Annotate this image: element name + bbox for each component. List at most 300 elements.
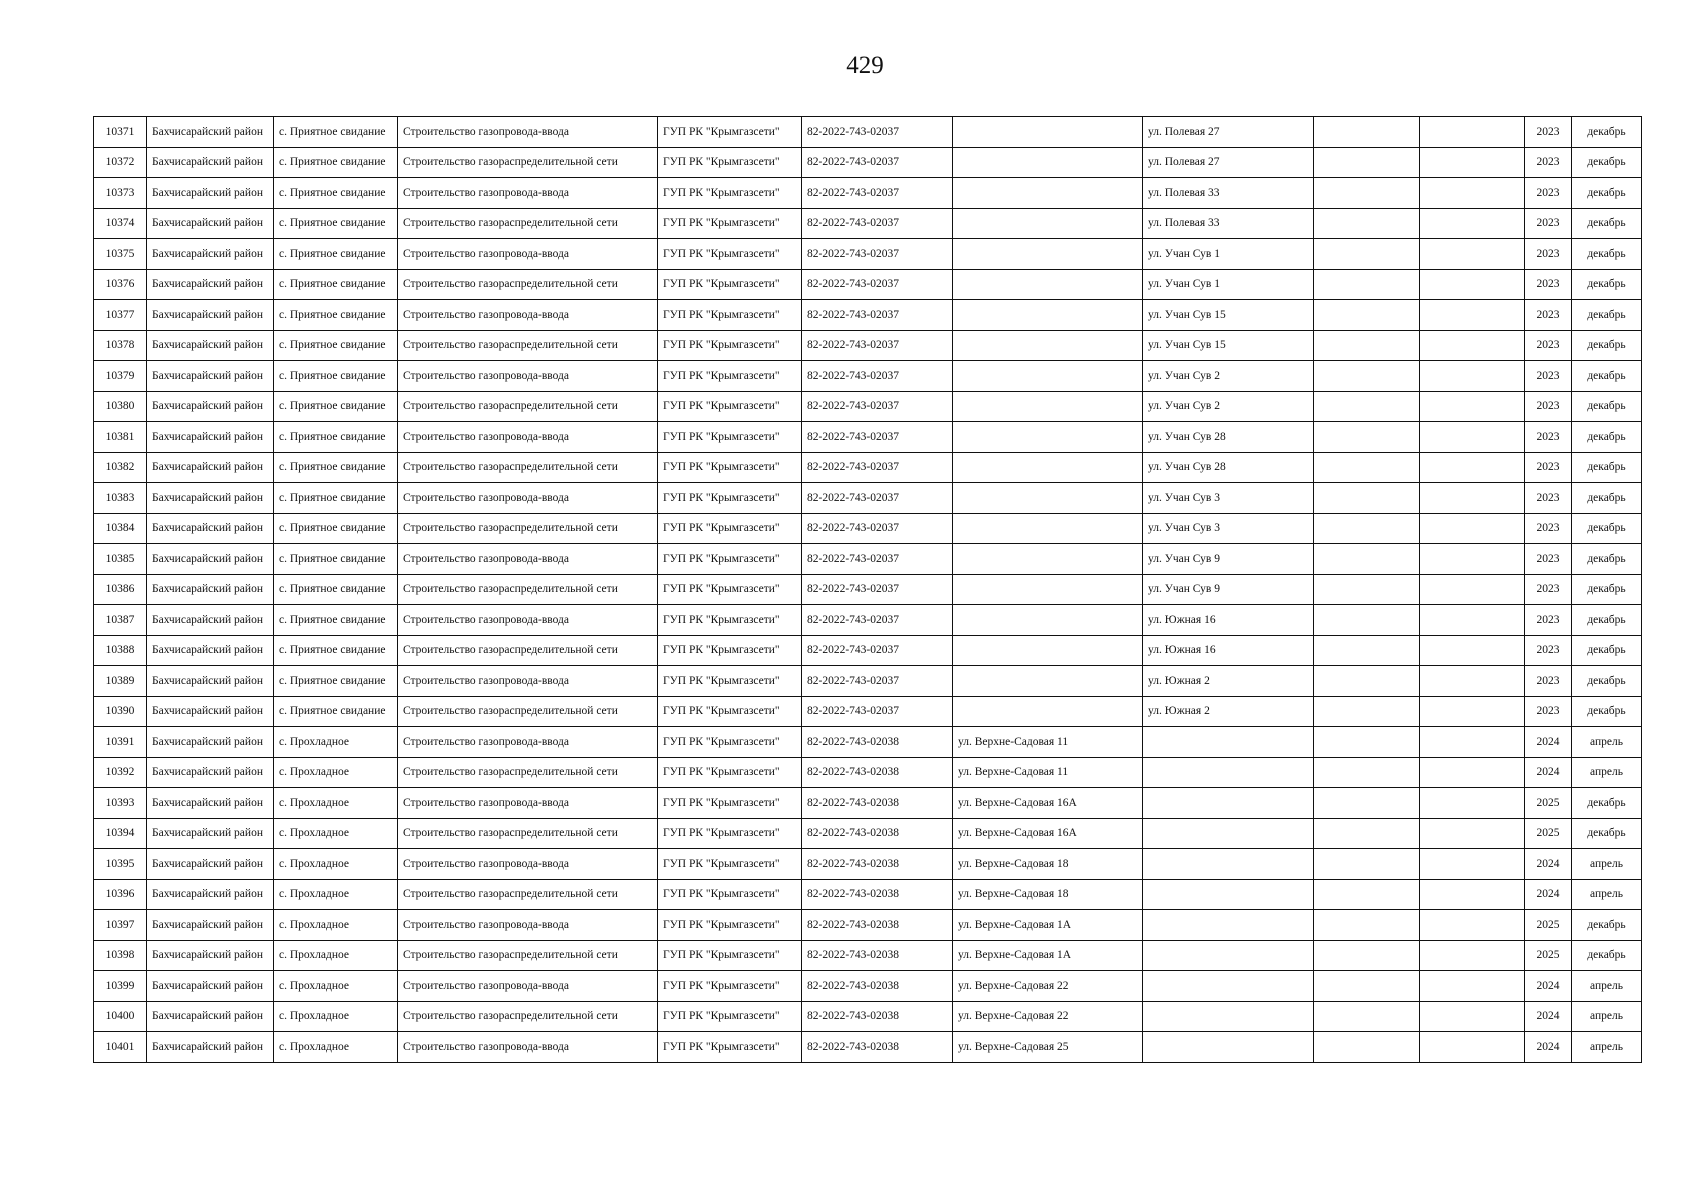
district-cell: Бахчисарайский район: [147, 391, 274, 422]
work-type-cell: Строительство газопровода-ввода: [398, 788, 658, 819]
address-cell: ул. Верхне-Садовая 25: [953, 1032, 1143, 1063]
district-cell: Бахчисарайский район: [147, 422, 274, 453]
empty-cell: [1420, 483, 1525, 514]
table-row: [94, 422, 1642, 453]
year-cell: 2024: [1525, 849, 1572, 880]
month-cell: декабрь: [1572, 361, 1642, 392]
organization-cell: ГУП РК "Крымгазсети": [658, 757, 802, 788]
village-cell: с. Прохладное: [274, 849, 398, 880]
work-type-cell: Строительство газораспределительной сети: [398, 513, 658, 544]
table-row: [94, 330, 1642, 361]
village-cell: с. Приятное свидание: [274, 330, 398, 361]
address-cell: [953, 239, 1143, 270]
organization-cell: ГУП РК "Крымгазсети": [658, 269, 802, 300]
table-row: [94, 483, 1642, 514]
work-type-cell: Строительство газораспределительной сети: [398, 940, 658, 971]
work-type-cell: Строительство газопровода-ввода: [398, 422, 658, 453]
district-cell: Бахчисарайский район: [147, 1032, 274, 1063]
organization-cell: ГУП РК "Крымгазсети": [658, 849, 802, 880]
row-number: 10390: [94, 696, 147, 727]
address-alt-cell: ул. Полевая 27: [1143, 117, 1314, 148]
empty-cell: [1420, 605, 1525, 636]
address-alt-cell: [1143, 788, 1314, 819]
village-cell: с. Прохладное: [274, 1001, 398, 1032]
empty-cell: [1420, 849, 1525, 880]
district-cell: Бахчисарайский район: [147, 178, 274, 209]
year-cell: 2023: [1525, 300, 1572, 331]
district-cell: Бахчисарайский район: [147, 940, 274, 971]
district-cell: Бахчисарайский район: [147, 147, 274, 178]
empty-cell: [1314, 574, 1420, 605]
address-cell: ул. Верхне-Садовая 18: [953, 849, 1143, 880]
table-row: [94, 147, 1642, 178]
row-number: 10398: [94, 940, 147, 971]
address-cell: [953, 574, 1143, 605]
project-code-cell: 82-2022-743-02037: [802, 513, 953, 544]
project-code-cell: 82-2022-743-02037: [802, 239, 953, 270]
work-type-cell: Строительство газопровода-ввода: [398, 605, 658, 636]
organization-cell: ГУП РК "Крымгазсети": [658, 239, 802, 270]
project-code-cell: 82-2022-743-02037: [802, 178, 953, 209]
work-type-cell: Строительство газораспределительной сети: [398, 635, 658, 666]
work-type-cell: Строительство газопровода-ввода: [398, 666, 658, 697]
work-type-cell: Строительство газораспределительной сети: [398, 879, 658, 910]
address-alt-cell: ул. Учан Сув 1: [1143, 269, 1314, 300]
empty-cell: [1420, 178, 1525, 209]
empty-cell: [1420, 788, 1525, 819]
year-cell: 2023: [1525, 269, 1572, 300]
empty-cell: [1314, 513, 1420, 544]
address-cell: ул. Верхне-Садовая 18: [953, 879, 1143, 910]
year-cell: 2023: [1525, 483, 1572, 514]
district-cell: Бахчисарайский район: [147, 208, 274, 239]
address-cell: ул. Верхне-Садовая 1А: [953, 910, 1143, 941]
month-cell: декабрь: [1572, 788, 1642, 819]
empty-cell: [1420, 208, 1525, 239]
address-cell: [953, 208, 1143, 239]
address-cell: [953, 666, 1143, 697]
organization-cell: ГУП РК "Крымгазсети": [658, 147, 802, 178]
organization-cell: ГУП РК "Крымгазсети": [658, 696, 802, 727]
district-cell: Бахчисарайский район: [147, 574, 274, 605]
address-alt-cell: ул. Учан Сув 9: [1143, 574, 1314, 605]
address-alt-cell: [1143, 757, 1314, 788]
address-cell: [953, 513, 1143, 544]
row-number: 10380: [94, 391, 147, 422]
address-cell: ул. Верхне-Садовая 11: [953, 727, 1143, 758]
empty-cell: [1420, 544, 1525, 575]
table-row: [94, 269, 1642, 300]
work-type-cell: Строительство газораспределительной сети: [398, 574, 658, 605]
project-code-cell: 82-2022-743-02037: [802, 300, 953, 331]
work-type-cell: Строительство газопровода-ввода: [398, 117, 658, 148]
village-cell: с. Прохладное: [274, 818, 398, 849]
empty-cell: [1420, 513, 1525, 544]
address-cell: [953, 696, 1143, 727]
address-alt-cell: ул. Южная 16: [1143, 635, 1314, 666]
empty-cell: [1314, 391, 1420, 422]
address-alt-cell: ул. Учан Сув 15: [1143, 330, 1314, 361]
district-cell: Бахчисарайский район: [147, 1001, 274, 1032]
district-cell: Бахчисарайский район: [147, 513, 274, 544]
district-cell: Бахчисарайский район: [147, 910, 274, 941]
organization-cell: ГУП РК "Крымгазсети": [658, 727, 802, 758]
work-type-cell: Строительство газораспределительной сети: [398, 269, 658, 300]
row-number: 10371: [94, 117, 147, 148]
project-code-cell: 82-2022-743-02037: [802, 666, 953, 697]
village-cell: с. Прохладное: [274, 940, 398, 971]
address-cell: [953, 147, 1143, 178]
work-type-cell: Строительство газораспределительной сети: [398, 208, 658, 239]
year-cell: 2023: [1525, 391, 1572, 422]
address-cell: [953, 635, 1143, 666]
month-cell: декабрь: [1572, 330, 1642, 361]
village-cell: с. Приятное свидание: [274, 452, 398, 483]
row-number: 10383: [94, 483, 147, 514]
project-code-cell: 82-2022-743-02038: [802, 910, 953, 941]
month-cell: апрель: [1572, 757, 1642, 788]
organization-cell: ГУП РК "Крымгазсети": [658, 788, 802, 819]
district-cell: Бахчисарайский район: [147, 818, 274, 849]
month-cell: декабрь: [1572, 208, 1642, 239]
row-number: 10395: [94, 849, 147, 880]
address-alt-cell: [1143, 727, 1314, 758]
project-code-cell: 82-2022-743-02037: [802, 605, 953, 636]
address-cell: ул. Верхне-Садовая 11: [953, 757, 1143, 788]
row-number: 10374: [94, 208, 147, 239]
row-number: 10379: [94, 361, 147, 392]
empty-cell: [1420, 818, 1525, 849]
month-cell: декабрь: [1572, 940, 1642, 971]
village-cell: с. Прохладное: [274, 727, 398, 758]
village-cell: с. Приятное свидание: [274, 117, 398, 148]
organization-cell: ГУП РК "Крымгазсети": [658, 574, 802, 605]
empty-cell: [1314, 1032, 1420, 1063]
address-alt-cell: ул. Полевая 27: [1143, 147, 1314, 178]
year-cell: 2023: [1525, 178, 1572, 209]
empty-cell: [1420, 300, 1525, 331]
table-row: [94, 849, 1642, 880]
district-cell: Бахчисарайский район: [147, 971, 274, 1002]
address-cell: ул. Верхне-Садовая 16А: [953, 818, 1143, 849]
address-cell: [953, 605, 1143, 636]
empty-cell: [1420, 1001, 1525, 1032]
work-type-cell: Строительство газопровода-ввода: [398, 971, 658, 1002]
empty-cell: [1420, 452, 1525, 483]
village-cell: с. Приятное свидание: [274, 361, 398, 392]
empty-cell: [1420, 940, 1525, 971]
organization-cell: ГУП РК "Крымгазсети": [658, 879, 802, 910]
address-cell: ул. Верхне-Садовая 22: [953, 1001, 1143, 1032]
district-cell: Бахчисарайский район: [147, 666, 274, 697]
village-cell: с. Приятное свидание: [274, 391, 398, 422]
empty-cell: [1420, 757, 1525, 788]
organization-cell: ГУП РК "Крымгазсети": [658, 391, 802, 422]
table-row: [94, 818, 1642, 849]
village-cell: с. Прохладное: [274, 879, 398, 910]
table-row: [94, 452, 1642, 483]
table-row: [94, 391, 1642, 422]
work-type-cell: Строительство газораспределительной сети: [398, 757, 658, 788]
address-alt-cell: ул. Учан Сув 9: [1143, 544, 1314, 575]
empty-cell: [1314, 635, 1420, 666]
empty-cell: [1314, 757, 1420, 788]
table-row: [94, 513, 1642, 544]
district-cell: Бахчисарайский район: [147, 452, 274, 483]
organization-cell: ГУП РК "Крымгазсети": [658, 818, 802, 849]
address-alt-cell: [1143, 971, 1314, 1002]
empty-cell: [1420, 147, 1525, 178]
table-row: [94, 208, 1642, 239]
month-cell: декабрь: [1572, 513, 1642, 544]
table-row: [94, 727, 1642, 758]
village-cell: с. Прохладное: [274, 757, 398, 788]
year-cell: 2023: [1525, 117, 1572, 148]
empty-cell: [1314, 971, 1420, 1002]
empty-cell: [1314, 666, 1420, 697]
address-cell: ул. Верхне-Садовая 16А: [953, 788, 1143, 819]
row-number: 10372: [94, 147, 147, 178]
project-code-cell: 82-2022-743-02037: [802, 635, 953, 666]
address-cell: ул. Верхне-Садовая 1А: [953, 940, 1143, 971]
row-number: 10386: [94, 574, 147, 605]
empty-cell: [1314, 117, 1420, 148]
month-cell: декабрь: [1572, 269, 1642, 300]
village-cell: с. Приятное свидание: [274, 605, 398, 636]
empty-cell: [1314, 208, 1420, 239]
work-type-cell: Строительство газопровода-ввода: [398, 239, 658, 270]
project-code-cell: 82-2022-743-02038: [802, 757, 953, 788]
project-code-cell: 82-2022-743-02037: [802, 117, 953, 148]
month-cell: декабрь: [1572, 391, 1642, 422]
year-cell: 2023: [1525, 635, 1572, 666]
year-cell: 2024: [1525, 879, 1572, 910]
organization-cell: ГУП РК "Крымгазсети": [658, 483, 802, 514]
village-cell: с. Приятное свидание: [274, 300, 398, 331]
month-cell: декабрь: [1572, 605, 1642, 636]
project-code-cell: 82-2022-743-02037: [802, 208, 953, 239]
empty-cell: [1314, 696, 1420, 727]
year-cell: 2023: [1525, 147, 1572, 178]
year-cell: 2023: [1525, 239, 1572, 270]
empty-cell: [1420, 391, 1525, 422]
month-cell: декабрь: [1572, 422, 1642, 453]
organization-cell: ГУП РК "Крымгазсети": [658, 940, 802, 971]
work-type-cell: Строительство газораспределительной сети: [398, 818, 658, 849]
village-cell: с. Приятное свидание: [274, 696, 398, 727]
year-cell: 2023: [1525, 208, 1572, 239]
row-number: 10401: [94, 1032, 147, 1063]
row-number: 10399: [94, 971, 147, 1002]
row-number: 10387: [94, 605, 147, 636]
project-code-cell: 82-2022-743-02037: [802, 330, 953, 361]
register-rows: [94, 117, 1642, 1063]
work-type-cell: Строительство газораспределительной сети: [398, 1001, 658, 1032]
year-cell: 2023: [1525, 544, 1572, 575]
address-alt-cell: ул. Учан Сув 28: [1143, 422, 1314, 453]
work-type-cell: Строительство газопровода-ввода: [398, 300, 658, 331]
month-cell: апрель: [1572, 879, 1642, 910]
table-row: [94, 696, 1642, 727]
organization-cell: ГУП РК "Крымгазсети": [658, 544, 802, 575]
month-cell: декабрь: [1572, 452, 1642, 483]
register-table: [93, 116, 1642, 1063]
month-cell: декабрь: [1572, 910, 1642, 941]
address-cell: [953, 361, 1143, 392]
address-alt-cell: ул. Южная 16: [1143, 605, 1314, 636]
district-cell: Бахчисарайский район: [147, 879, 274, 910]
row-number: 10396: [94, 879, 147, 910]
address-alt-cell: ул. Полевая 33: [1143, 208, 1314, 239]
village-cell: с. Приятное свидание: [274, 239, 398, 270]
empty-cell: [1314, 483, 1420, 514]
work-type-cell: Строительство газопровода-ввода: [398, 361, 658, 392]
table-row: [94, 544, 1642, 575]
village-cell: с. Приятное свидание: [274, 422, 398, 453]
work-type-cell: Строительство газопровода-ввода: [398, 1032, 658, 1063]
table-row: [94, 1032, 1642, 1063]
row-number: 10375: [94, 239, 147, 270]
row-number: 10373: [94, 178, 147, 209]
address-cell: [953, 117, 1143, 148]
table-row: [94, 940, 1642, 971]
organization-cell: ГУП РК "Крымгазсети": [658, 605, 802, 636]
empty-cell: [1314, 1001, 1420, 1032]
address-alt-cell: ул. Полевая 33: [1143, 178, 1314, 209]
row-number: 10381: [94, 422, 147, 453]
project-code-cell: 82-2022-743-02037: [802, 147, 953, 178]
organization-cell: ГУП РК "Крымгазсети": [658, 910, 802, 941]
row-number: 10385: [94, 544, 147, 575]
row-number: 10389: [94, 666, 147, 697]
month-cell: декабрь: [1572, 574, 1642, 605]
work-type-cell: Строительство газопровода-ввода: [398, 544, 658, 575]
organization-cell: ГУП РК "Крымгазсети": [658, 666, 802, 697]
empty-cell: [1314, 544, 1420, 575]
organization-cell: ГУП РК "Крымгазсети": [658, 452, 802, 483]
address-alt-cell: [1143, 849, 1314, 880]
work-type-cell: Строительство газопровода-ввода: [398, 483, 658, 514]
month-cell: декабрь: [1572, 147, 1642, 178]
month-cell: декабрь: [1572, 483, 1642, 514]
address-alt-cell: ул. Учан Сув 3: [1143, 483, 1314, 514]
address-alt-cell: [1143, 1032, 1314, 1063]
organization-cell: ГУП РК "Крымгазсети": [658, 971, 802, 1002]
year-cell: 2023: [1525, 605, 1572, 636]
district-cell: Бахчисарайский район: [147, 605, 274, 636]
empty-cell: [1420, 422, 1525, 453]
village-cell: с. Приятное свидание: [274, 147, 398, 178]
row-number: 10377: [94, 300, 147, 331]
address-cell: [953, 300, 1143, 331]
page-number: 429: [846, 52, 884, 79]
village-cell: с. Приятное свидание: [274, 574, 398, 605]
district-cell: Бахчисарайский район: [147, 300, 274, 331]
empty-cell: [1420, 269, 1525, 300]
table-row: [94, 910, 1642, 941]
table-row: [94, 1001, 1642, 1032]
district-cell: Бахчисарайский район: [147, 727, 274, 758]
work-type-cell: Строительство газораспределительной сети: [398, 147, 658, 178]
table-row: [94, 757, 1642, 788]
address-cell: [953, 330, 1143, 361]
table-row: [94, 971, 1642, 1002]
district-cell: Бахчисарайский район: [147, 483, 274, 514]
empty-cell: [1314, 422, 1420, 453]
organization-cell: ГУП РК "Крымгазсети": [658, 361, 802, 392]
month-cell: декабрь: [1572, 117, 1642, 148]
address-alt-cell: [1143, 910, 1314, 941]
table-row: [94, 788, 1642, 819]
address-alt-cell: [1143, 879, 1314, 910]
district-cell: Бахчисарайский район: [147, 330, 274, 361]
year-cell: 2023: [1525, 422, 1572, 453]
empty-cell: [1420, 727, 1525, 758]
month-cell: декабрь: [1572, 635, 1642, 666]
table-row: [94, 635, 1642, 666]
village-cell: с. Прохладное: [274, 910, 398, 941]
year-cell: 2023: [1525, 452, 1572, 483]
row-number: 10384: [94, 513, 147, 544]
address-cell: ул. Верхне-Садовая 22: [953, 971, 1143, 1002]
district-cell: Бахчисарайский район: [147, 269, 274, 300]
year-cell: 2025: [1525, 910, 1572, 941]
district-cell: Бахчисарайский район: [147, 757, 274, 788]
row-number: 10388: [94, 635, 147, 666]
project-code-cell: 82-2022-743-02037: [802, 391, 953, 422]
address-alt-cell: [1143, 1001, 1314, 1032]
month-cell: апрель: [1572, 727, 1642, 758]
address-alt-cell: ул. Учан Сув 1: [1143, 239, 1314, 270]
month-cell: апрель: [1572, 1032, 1642, 1063]
empty-cell: [1314, 147, 1420, 178]
year-cell: 2024: [1525, 971, 1572, 1002]
district-cell: Бахчисарайский район: [147, 117, 274, 148]
empty-cell: [1420, 1032, 1525, 1063]
empty-cell: [1314, 940, 1420, 971]
work-type-cell: Строительство газораспределительной сети: [398, 696, 658, 727]
project-code-cell: 82-2022-743-02037: [802, 544, 953, 575]
project-code-cell: 82-2022-743-02038: [802, 971, 953, 1002]
organization-cell: ГУП РК "Крымгазсети": [658, 178, 802, 209]
year-cell: 2023: [1525, 666, 1572, 697]
project-code-cell: 82-2022-743-02037: [802, 452, 953, 483]
year-cell: 2024: [1525, 1032, 1572, 1063]
district-cell: Бахчисарайский район: [147, 544, 274, 575]
village-cell: с. Приятное свидание: [274, 208, 398, 239]
project-code-cell: 82-2022-743-02037: [802, 483, 953, 514]
year-cell: 2024: [1525, 727, 1572, 758]
district-cell: Бахчисарайский район: [147, 635, 274, 666]
village-cell: с. Приятное свидание: [274, 666, 398, 697]
organization-cell: ГУП РК "Крымгазсети": [658, 330, 802, 361]
month-cell: декабрь: [1572, 666, 1642, 697]
empty-cell: [1314, 452, 1420, 483]
project-code-cell: 82-2022-743-02038: [802, 940, 953, 971]
address-cell: [953, 483, 1143, 514]
empty-cell: [1420, 635, 1525, 666]
table-row: [94, 117, 1642, 148]
project-code-cell: 82-2022-743-02038: [802, 818, 953, 849]
organization-cell: ГУП РК "Крымгазсети": [658, 1032, 802, 1063]
village-cell: с. Прохладное: [274, 971, 398, 1002]
month-cell: декабрь: [1572, 696, 1642, 727]
project-code-cell: 82-2022-743-02038: [802, 1032, 953, 1063]
organization-cell: ГУП РК "Крымгазсети": [658, 513, 802, 544]
village-cell: с. Прохладное: [274, 788, 398, 819]
district-cell: Бахчисарайский район: [147, 696, 274, 727]
address-alt-cell: ул. Учан Сув 3: [1143, 513, 1314, 544]
